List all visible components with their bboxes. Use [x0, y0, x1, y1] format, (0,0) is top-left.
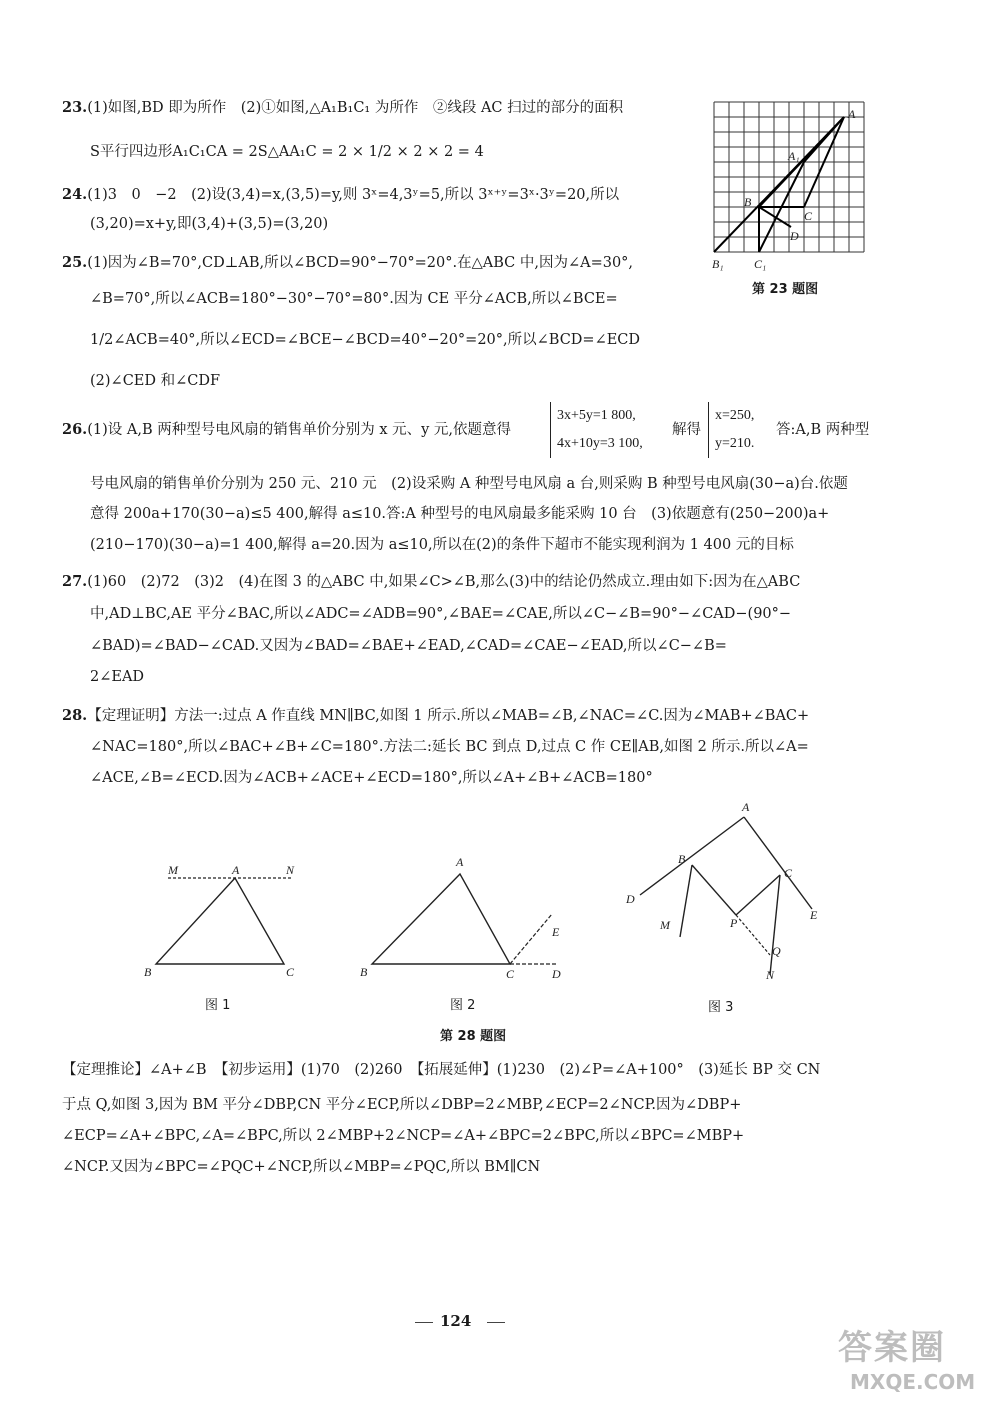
f2-label-C: C [506, 967, 515, 981]
q26-system1-eq1: 3x+5y=1 800, [557, 408, 636, 423]
q23-text-1: (1)如图,BD 即为所作 (2)①如图,△A₁B₁C₁ 为所作 ②线段 AC 扫过的部分的面积 [87, 100, 624, 116]
f2-label-D: D [552, 967, 561, 981]
page-number: 124 [440, 1312, 472, 1330]
q24-text-1: (1)3 0 −2 (2)设(3,4)=x,(3,5)=y,则 3ˣ=4,3ʸ=5,所以 3ˣ⁺ʸ=3ˣ·3ʸ=20,所以 [87, 187, 620, 203]
f2-label-A: A [456, 855, 464, 869]
f2-label-E: E [552, 925, 560, 939]
q25-number: 25. [62, 254, 88, 271]
g23-label-A: A [848, 107, 856, 121]
q26-line1 [62, 420, 511, 440]
q28-line2: ∠NAC=180°,所以∠BAC+∠B+∠C=180°.方法二:延长 BC 到点 D,过点 C 作 CE∥AB,如图 2 所示.所以∠A= [90, 739, 809, 755]
q23-line1 [62, 98, 623, 118]
caption-fig3: 图 3 [708, 1000, 734, 1015]
q28-line5: 于点 Q,如图 3,因为 BM 平分∠DBP,CN 平分∠ECP,所以∠DBP=2∠MBP,∠ECP=2∠NCP.因为∠DBP+ [62, 1097, 742, 1113]
f3-label-D: D [626, 892, 635, 906]
f2-label-B: B [360, 965, 368, 979]
q28-line1 [62, 706, 809, 726]
f3-label-P: P [730, 916, 738, 930]
f3-label-C: C [784, 866, 793, 880]
q26-number: 26. [62, 421, 88, 438]
f3-label-N: N [766, 968, 775, 982]
q26-answer-start: 答:A,B 两种型 [776, 422, 870, 438]
f1-label-N: N [286, 863, 295, 877]
q26-solve-label: 解得 [672, 422, 701, 438]
watermark-site: MXQE.COM [850, 1370, 976, 1394]
g23-label-B: B [744, 195, 752, 209]
page-number-dash-left [415, 1322, 433, 1323]
q26-system-1 [550, 402, 643, 458]
f1-label-C: C [286, 965, 295, 979]
f1-label-A: A [232, 863, 240, 877]
page-number-dash-right [487, 1322, 505, 1323]
q28-line6: ∠ECP=∠A+∠BPC,∠A=∠BPC,所以 2∠MBP+2∠NCP=∠A+∠BPC=2∠BPC,所以∠BPC=∠MBP+ [62, 1128, 745, 1144]
q28-line3: ∠ACE,∠B=∠ECD.因为∠ACB+∠ACE+∠ECD=180°,所以∠A+∠B+∠ACB=180° [90, 770, 653, 786]
q25-line1 [62, 253, 633, 273]
q26-system2-eq2: y=210. [715, 436, 755, 451]
f3-label-Q: Q [772, 944, 781, 958]
q26-line3: 意得 200a+170(30−a)≤5 400,解得 a≤10.答:A 种型号的电风扇最多能采购 10 台 (3)依题意有(250−200)a+ [90, 506, 830, 522]
q26-system-2 [708, 402, 754, 458]
q24-number: 24. [62, 186, 88, 203]
f1-label-M: M [168, 863, 178, 877]
caption-fig2: 图 2 [450, 998, 476, 1013]
g23-label-C1: C₁ [754, 257, 767, 271]
q25-line4: (2)∠CED 和∠CDF [90, 373, 221, 389]
q24-line2: (3,20)=x+y,即(3,4)+(3,5)=(3,20) [90, 216, 329, 232]
caption-fig23: 第 23 题图 [752, 282, 819, 297]
f3-label-E: E [810, 908, 818, 922]
q28-line7: ∠NCP.又因为∠BPC=∠PQC+∠NCP,所以∠MBP=∠PQC,所以 BM∥CN [62, 1159, 541, 1175]
q27-number: 27. [62, 573, 88, 590]
watermark-logo: 答案圈 [838, 1328, 946, 1368]
figure-28-1 [140, 860, 310, 990]
figure-28-2 [352, 850, 572, 990]
q24-line1 [62, 185, 619, 205]
q26-text-1: (1)设 A,B 两种型号电风扇的销售单价分别为 x 元、y 元,依题意得 [87, 422, 512, 438]
figure-28-3 [620, 795, 840, 995]
figure-23-grid [700, 96, 880, 276]
f3-label-B: B [678, 852, 686, 866]
q26-system1-eq2: 4x+10y=3 100, [557, 436, 643, 451]
q26-system2-eq1: x=250, [715, 408, 755, 423]
q23-line2: S平行四边形A₁C₁CA = 2S△AA₁C = 2 × 1/2 × 2 × 2 = 4 [90, 144, 484, 160]
g23-label-D: D [790, 229, 799, 243]
q25-line3: 1/2∠ACB=40°,所以∠ECD=∠BCE−∠BCD=40°−20°=20°,所以∠BCD=∠ECD [90, 332, 641, 348]
g23-label-C: C [804, 209, 813, 223]
q27-line4: 2∠EAD [90, 669, 145, 685]
caption-fig28: 第 28 题图 [440, 1029, 507, 1044]
q25-text-1: (1)因为∠B=70°,CD⊥AB,所以∠BCD=90°−70°=20°.在△ABC 中,因为∠A=30°, [87, 255, 634, 271]
f3-label-A: A [742, 800, 750, 814]
f1-label-B: B [144, 965, 152, 979]
caption-fig1: 图 1 [205, 998, 231, 1013]
q28-text-1: 【定理证明】方法一:过点 A 作直线 MN∥BC,如图 1 所示.所以∠MAB=∠B,∠NAC=∠C.因为∠MAB+∠BAC+ [87, 708, 810, 724]
q27-line2: 中,AD⊥BC,AE 平分∠BAC,所以∠ADC=∠ADB=90°,∠BAE=∠CAE,所以∠C−∠B=90°−∠CAD−(90°− [90, 606, 792, 622]
q25-line2: ∠B=70°,所以∠ACB=180°−30°−70°=80°.因为 CE 平分∠ACB,所以∠BCE= [90, 291, 618, 307]
q23-number: 23. [62, 99, 88, 116]
q27-line1 [62, 572, 800, 592]
q26-line2: 号电风扇的销售单价分别为 250 元、210 元 (2)设采购 A 种型号电风扇 a 台,则采购 B 种型号电风扇(30−a)台.依题 [90, 476, 848, 492]
q26-line4: (210−170)(30−a)=1 400,解得 a=20.因为 a≤10,所以在(2)的条件下超市不能实现利润为 1 400 元的目标 [90, 537, 794, 553]
f3-label-M: M [660, 918, 670, 932]
q27-line3: ∠BAD)=∠BAD−∠CAD.又因为∠BAD=∠BAE+∠EAD,∠CAD=∠CAE−∠EAD,所以∠C−∠B= [90, 638, 727, 654]
q27-text-1: (1)60 (2)72 (3)2 (4)在图 3 的△ABC 中,如果∠C>∠B,那么(3)中的结论仍然成立.理由如下:因为在△ABC [87, 574, 801, 590]
g23-label-A1: A₁ [788, 149, 800, 163]
q28-number: 28. [62, 707, 88, 724]
q28-line4: 【定理推论】∠A+∠B 【初步运用】(1)70 (2)260 【拓展延伸】(1)230 (2)∠P=∠A+100° (3)延长 BP 交 CN [62, 1062, 821, 1078]
g23-label-B1: B₁ [712, 257, 724, 271]
